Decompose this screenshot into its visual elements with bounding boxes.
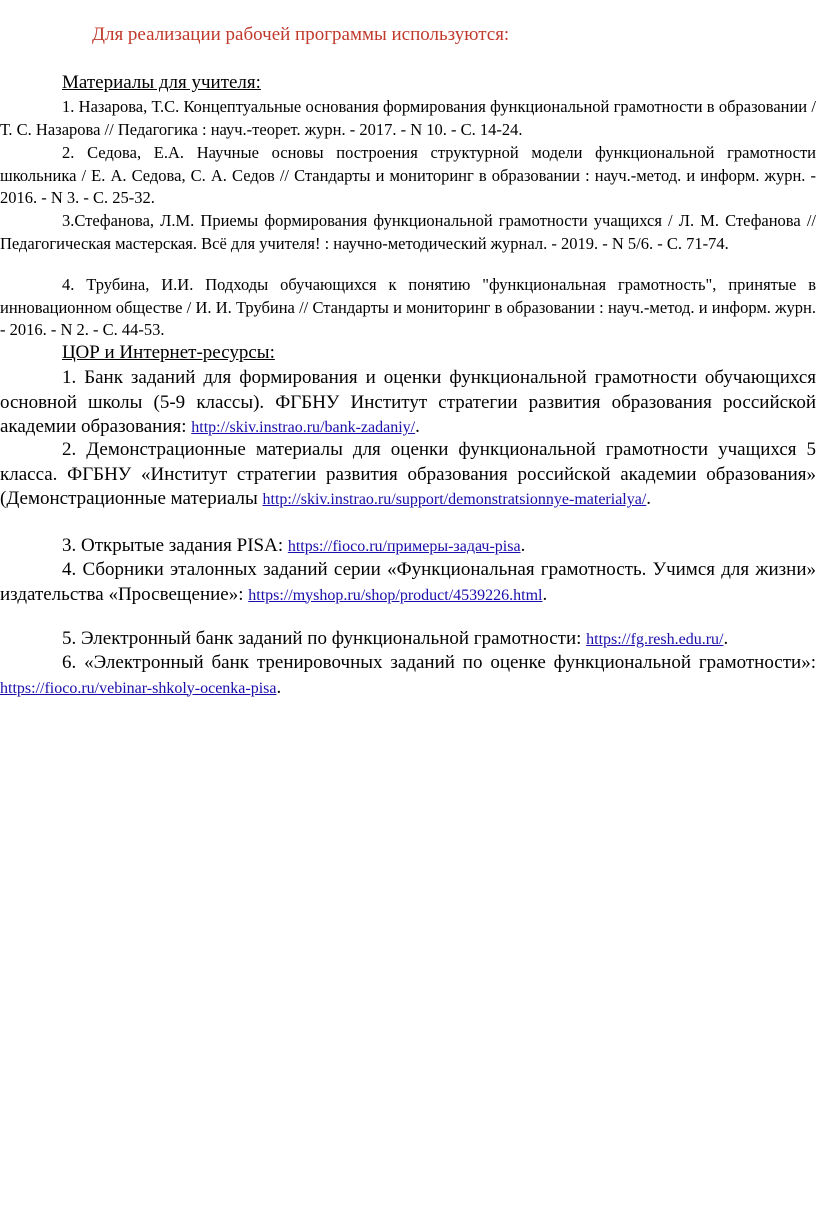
resource-item-6-end: . (276, 676, 282, 698)
resource-link-3[interactable]: https://fioco.ru/примеры-задач-pisa (287, 538, 521, 555)
resource-item-6-text: 6. «Электронный банк тренировочных заданий по оценке функциональной грамотности»: (62, 652, 816, 673)
resource-link-6[interactable]: https://fioco.ru/vebinar-shkoly-ocenka-pisa (0, 679, 277, 697)
resource-link-5[interactable]: https://fg.resh.edu.ru/ (586, 631, 724, 648)
resource-item-1 (0, 366, 816, 441)
resource-item-1-end: . (415, 416, 420, 437)
resource-link-2[interactable]: http://skiv.instrao.ru/support/demonstratsionnye-materialya/ (262, 491, 647, 508)
resource-item-5-end: . (723, 628, 729, 649)
page-heading: Для реализации рабочей программы используются: (92, 24, 510, 45)
resource-item-3-end: . (520, 535, 526, 556)
resource-item-4 (0, 558, 816, 608)
teacher-materials-title: Материалы для учителя: (62, 72, 261, 93)
resource-link-4[interactable]: https://myshop.ru/shop/product/4539226.html (248, 586, 543, 604)
resource-item-4-text: 4. Сборники эталонных заданий серии «Функциональная грамотность. Учимся для жизни» издательства «Просвещение»: (0, 559, 816, 605)
resource-item-1-text: 1. Банк заданий для формирования и оценки функциональной грамотности обучающихся основной школы (5-9 классы). ФГБНУ Институт стратегии развития образования российской академии образования: (0, 367, 816, 437)
resource-item-4-end: . (542, 583, 548, 605)
reference-item-2: 2. Седова, Е.А. Научные основы построения структурной модели функциональной грамотности школьника / Е. А. Седова, С. А. Седов // Стандарты и мониторинг в образовании : науч.-метод. и информ. журн. - 2016. - N 3. - С. 25-32. (0, 143, 816, 208)
resources-title: ЦОР и Интернет-ресурсы: (62, 342, 275, 363)
resource-item-3-text: 3. Открытые задания PISA: (62, 535, 288, 556)
resource-item-2 (0, 438, 816, 513)
resource-item-2-text: 2. Демонстрационные материалы для оценки функциональной грамотности учащихся 5 класса. ФГБНУ «Институт стратегии развития образования российской академии образования» (Демонстрационные материалы (0, 439, 816, 509)
reference-item-1: 1. Назарова, Т.С. Концептуальные основания формирования функциональной грамотности в образовании / Т. С. Назарова // Педагогика : науч.-теорет. журн. - 2017. - N 10. - С. 14-24. (0, 97, 816, 139)
resource-item-6 (0, 651, 816, 701)
resource-item-2-end: . (646, 488, 652, 509)
resource-link-1[interactable]: http://skiv.instrao.ru/bank-zadaniy/ (191, 419, 416, 436)
resource-item-3 (0, 534, 816, 560)
reference-item-3: 3.Стефанова, Л.М. Приемы формирования функциональной грамотности учащихся / Л. М. Стефанова // Педагогическая мастерская. Всё для учителя! : научно-методический журнал. - 2019. - N 5/6. - С. 71-74. (0, 211, 816, 253)
resource-item-5-text: 5. Электронный банк заданий по функциональной грамотности: (62, 628, 587, 649)
reference-item-4: 4. Трубина, И.И. Подходы обучающихся к понятию "функциональная грамотность", принятые в инновационном обществе / И. И. Трубина // Стандарты и мониторинг в образовании : науч.-метод. и информ. журн. - 2016. - N 2. - С. 44-53. (0, 275, 816, 340)
resource-item-5 (0, 627, 816, 653)
